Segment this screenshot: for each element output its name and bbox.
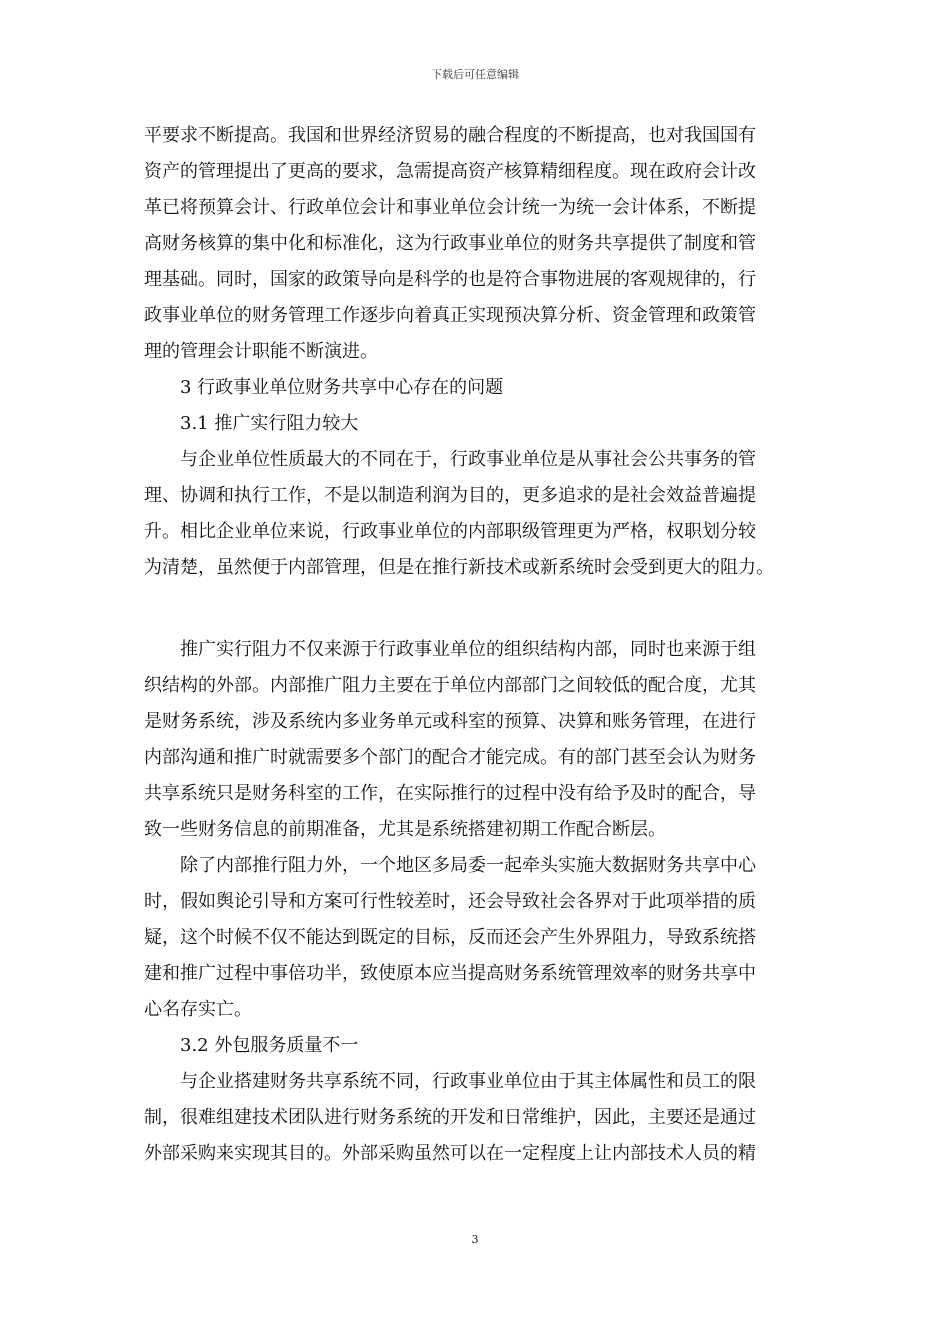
text-line: 理、协调和执行工作，不是以制造利润为目的，更多追求的是社会效益普遍提 bbox=[144, 485, 756, 506]
text-line: 政事业单位的财务管理工作逐步向着真正实现预决算分析、资金管理和政策管 bbox=[144, 305, 756, 326]
text-line: 除了内部推行阻力外，一个地区多局委一起牵头实施大数据财务共享中心 bbox=[180, 855, 756, 876]
text-line: 高财务核算的集中化和标准化，这为行政事业单位的财务共享提供了制度和管 bbox=[144, 233, 756, 254]
page-header: 下载后可任意编辑 bbox=[431, 68, 519, 81]
paragraph bbox=[144, 118, 808, 370]
text-line: 平要求不断提高。我国和世界经济贸易的融合程度的不断提高，也对我国国有 bbox=[144, 125, 756, 146]
text-line: 致一些财务信息的前期准备，尤其是系统搭建初期工作配合断层。 bbox=[144, 819, 666, 840]
text-line: 3 行政事业单位财务共享中心存在的问题 bbox=[180, 377, 504, 398]
text-line: 革已将预算会计、行政单位会计和事业单位会计统一为统一会计体系，不断提 bbox=[144, 197, 756, 218]
text-line: 为清楚，虽然便于内部管理，但是在推行新技术或新系统时会受到更大的阻力。 bbox=[144, 557, 774, 578]
paragraph bbox=[144, 370, 808, 406]
text-line: 与企业搭建财务共享系统不同，行政事业单位由于其主体属性和员工的限 bbox=[180, 1071, 756, 1092]
text-line: 资产的管理提出了更高的要求，急需提高资产核算精细程度。现在政府会计改 bbox=[144, 161, 756, 182]
text-line: 理基础。同时，国家的政策导向是科学的也是符合事物进展的客观规律的，行 bbox=[144, 269, 756, 290]
text-line: 疑，这个时候不仅不能达到既定的目标，反而还会产生外界阻力，导致系统搭 bbox=[144, 927, 756, 948]
text-line: 是财务系统，涉及系统内多业务单元或科室的预算、决算和账务管理，在进行 bbox=[144, 711, 756, 732]
text-line: 内部沟通和推广时就需要多个部门的配合才能完成。有的部门甚至会认为财务 bbox=[144, 747, 756, 768]
paragraph bbox=[144, 632, 808, 848]
page-number: 3 bbox=[471, 1233, 479, 1246]
text-line: 升。相比企业单位来说，行政事业单位的内部职级管理更为严格，权职划分较 bbox=[144, 521, 756, 542]
text-line: 共享系统只是财务科室的工作，在实际推行的过程中没有给予及时的配合，导 bbox=[144, 783, 756, 804]
text-line: 3.2 外包服务质量不一 bbox=[180, 1035, 359, 1056]
text-line: 心名存实亡。 bbox=[144, 999, 252, 1020]
paragraph bbox=[144, 442, 808, 586]
paragraph bbox=[144, 1064, 808, 1172]
text-line: 3.1 推广实行阻力较大 bbox=[180, 413, 359, 434]
text-line: 理的管理会计职能不断演进。 bbox=[144, 341, 378, 362]
paragraph bbox=[144, 848, 808, 1028]
text-line: 与企业单位性质最大的不同在于，行政事业单位是从事社会公共事务的管 bbox=[180, 449, 756, 470]
text-line: 外部采购来实现其目的。外部采购虽然可以在一定程度上让内部技术人员的精 bbox=[144, 1143, 756, 1164]
paragraph bbox=[144, 406, 808, 442]
paragraph bbox=[144, 1028, 808, 1064]
text-line: 时，假如舆论引导和方案可行性较差时，还会导致社会各界对于此项举措的质 bbox=[144, 891, 756, 912]
text-line: 制，很难组建技术团队进行财务系统的开发和日常维护，因此，主要还是通过 bbox=[144, 1107, 756, 1128]
text-line: 推广实行阻力不仅来源于行政事业单位的组织结构内部，同时也来源于组 bbox=[180, 639, 756, 660]
document-body bbox=[144, 118, 808, 1172]
paragraph-gap bbox=[144, 586, 808, 632]
text-line: 建和推广过程中事倍功半，致使原本应当提高财务系统管理效率的财务共享中 bbox=[144, 963, 756, 984]
text-line: 织结构的外部。内部推广阻力主要在于单位内部部门之间较低的配合度，尤其 bbox=[144, 675, 756, 696]
